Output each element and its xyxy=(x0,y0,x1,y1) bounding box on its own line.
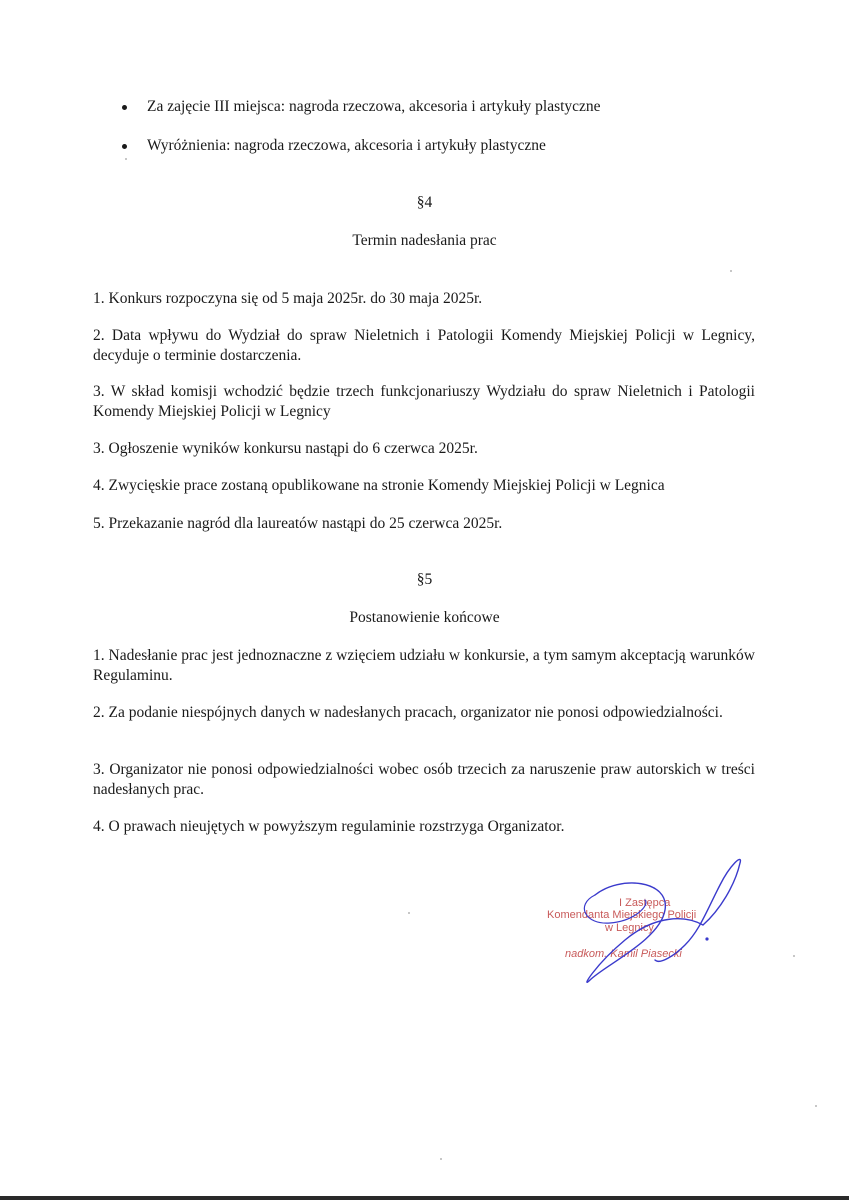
scan-edge xyxy=(0,1196,849,1200)
bullet-text: Za zajęcie III miejsca: nagroda rzeczowa, akcesoria i artykuły plastyczne xyxy=(147,98,601,115)
section-title: Termin nadesłania prac xyxy=(352,232,497,249)
section-item: 1. Konkurs rozpoczyna się od 5 maja 2025r. do 30 maja 2025r. xyxy=(93,290,483,307)
section-item: 1. Nadesłanie prac jest jednoznaczne z wzięciem udziału w konkursie, a tym samym akceptacją warunków Regulaminu. xyxy=(93,647,755,684)
scan-speck xyxy=(440,1158,442,1160)
section-item: 5. Przekazanie nagród dla laureatów nastąpi do 25 czerwca 2025r. xyxy=(93,515,503,532)
bullet-text: Wyróżnienia: nagroda rzeczowa, akcesoria i artykuły plastyczne xyxy=(147,137,546,154)
stamp-line: Komendanta Miejskiego Policji xyxy=(547,909,697,921)
scan-speck xyxy=(125,158,127,160)
bullet-icon xyxy=(122,105,127,110)
scan-speck xyxy=(408,912,410,914)
stamp-line: w Legnicy xyxy=(605,922,654,934)
section-number: §5 xyxy=(416,571,433,588)
section-item: 4. Zwycięskie prace zostaną opublikowane na stronie Komendy Miejskiej Policji w Legnica xyxy=(93,477,665,494)
stamp-line: I Zastępca xyxy=(619,897,671,909)
section-item: 2. Za podanie niespójnych danych w nadesłanych pracach, organizator nie ponosi odpowiedzialności. xyxy=(93,704,723,721)
official-stamp xyxy=(535,855,755,985)
scan-speck xyxy=(730,270,732,272)
scan-speck xyxy=(793,955,795,957)
section-item: 3. Organizator nie ponosi odpowiedzialności wobec osób trzecich za naruszenie praw autorskich w treści nadesłanych prac. xyxy=(93,761,755,798)
stamp-line: nadkom. Kamil Piasecki xyxy=(565,948,682,960)
section-item: 2. Data wpływu do Wydział do spraw Nieletnich i Patologii Komendy Miejskiej Policji w Legnicy, decyduje o terminie dostarczenia. xyxy=(93,327,755,364)
section-number: §4 xyxy=(416,194,433,211)
scan-speck xyxy=(815,1105,817,1107)
section-item: 3. Ogłoszenie wyników konkursu nastąpi do 6 czerwca 2025r. xyxy=(93,440,478,457)
section-item: 4. O prawach nieujętych w powyższym regulaminie rozstrzyga Organizator. xyxy=(93,818,565,835)
section-item: 3. W skład komisji wchodzić będzie trzech funkcjonariuszy Wydziału do spraw Nieletnich i Patologii Komendy Miejskiej Policji w Legnicy xyxy=(93,383,755,420)
section-title: Postanowienie końcowe xyxy=(349,609,500,626)
bullet-icon xyxy=(122,144,127,149)
signature-icon xyxy=(535,855,755,985)
